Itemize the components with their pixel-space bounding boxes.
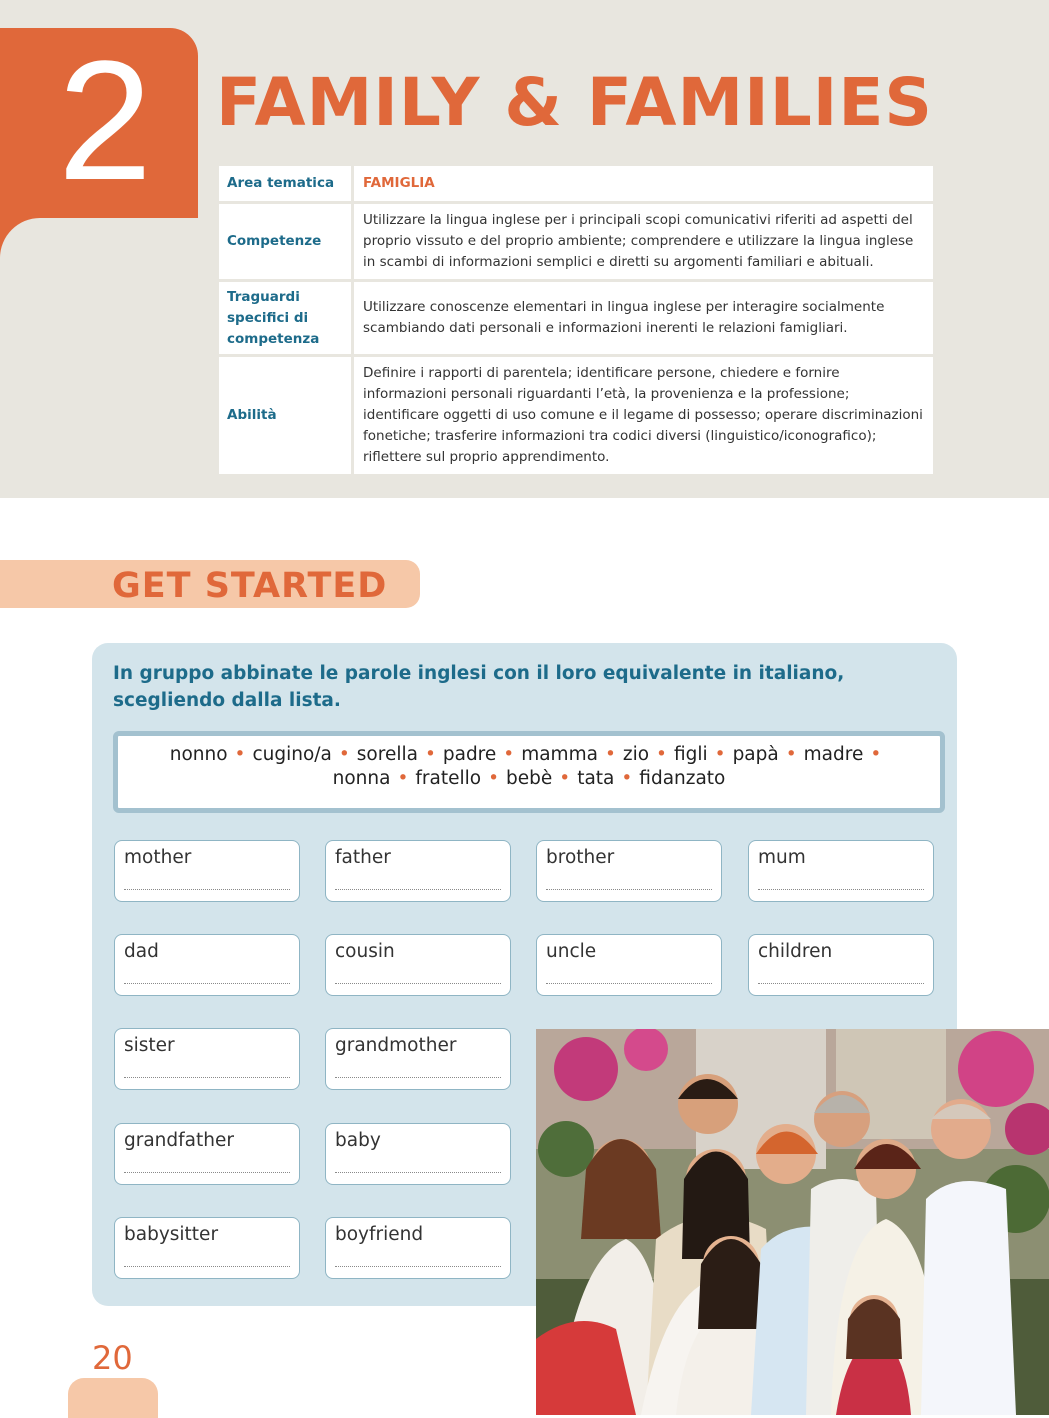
separator-dot: •: [488, 768, 500, 789]
card-word: sister: [124, 1035, 175, 1056]
answer-line[interactable]: [335, 1077, 501, 1078]
answer-line[interactable]: [546, 889, 712, 890]
answer-line[interactable]: [124, 1266, 290, 1267]
answer-card-father: [325, 840, 511, 902]
separator-dot: •: [656, 744, 667, 765]
page-number-tab: [68, 1378, 158, 1418]
word-list-item: cugino/a: [252, 744, 332, 765]
family-photo: [536, 1029, 1049, 1415]
answer-card-babysitter: [114, 1217, 300, 1279]
word-list-item: mamma: [521, 744, 598, 765]
chapter-number: 2: [57, 26, 153, 216]
separator-dot: •: [424, 744, 436, 765]
separator-dot: •: [870, 744, 882, 765]
row-label: Competenze: [219, 204, 351, 279]
answer-line[interactable]: [124, 1077, 290, 1078]
card-word: father: [335, 847, 391, 868]
word-list-item: bebè: [506, 768, 553, 789]
card-word: boyfriend: [335, 1224, 424, 1245]
word-list-item: fidanzato: [639, 768, 726, 789]
answer-card-brother: [536, 840, 722, 902]
row-value: Definire i rapporti di parentela; identificare persone, chiedere e fornire informazioni personali riguardanti l’età, la provenienza e la professione; identificare oggetti di uso comune e il legame di possesso; operare discriminazioni fonetiche; trasferire informazioni tra codici diversi (linguistico/iconografico); riflettere sul proprio apprendimento.: [354, 357, 933, 474]
answer-line[interactable]: [335, 1172, 501, 1173]
word-list-item: nonno: [169, 744, 228, 765]
answer-card-mother: [114, 840, 300, 902]
answer-line[interactable]: [335, 889, 501, 890]
separator-dot: •: [234, 744, 246, 765]
word-list-item: figli: [673, 744, 708, 765]
row-label: Abilità: [219, 357, 351, 474]
card-word: brother: [546, 847, 615, 868]
card-word: cousin: [335, 941, 395, 962]
answer-card-grandmother: [325, 1028, 511, 1090]
word-list-item: zio: [622, 744, 650, 765]
card-word: baby: [335, 1130, 381, 1151]
chapter-title: FAMILY & FAMILIES: [216, 64, 933, 141]
word-list-item: nonna: [332, 768, 391, 789]
word-list-item: fratello: [415, 768, 482, 789]
table-row: [219, 357, 933, 474]
answer-line[interactable]: [124, 983, 290, 984]
answer-line[interactable]: [335, 1266, 501, 1267]
card-word: mum: [758, 847, 806, 868]
table-row: [219, 166, 933, 201]
card-word: babysitter: [124, 1224, 219, 1245]
answer-card-children: [748, 934, 934, 996]
separator-dot: •: [397, 768, 409, 789]
answer-line[interactable]: [758, 889, 924, 890]
separator-dot: •: [604, 744, 616, 765]
separator-dot: •: [785, 744, 797, 765]
answer-line[interactable]: [758, 983, 924, 984]
word-list-box: [113, 731, 945, 813]
row-label: Traguardi specifici di competenza: [219, 282, 351, 354]
row-value: Utilizzare la lingua inglese per i principali scopi comunicativi riferiti ad aspetti del proprio vissuto e del proprio ambiente; comprendere e utilizzare la lingua inglese in scambi di informazioni semplici e diretti su argomenti familiari e abituali.: [354, 204, 933, 279]
row-value: FAMIGLIA: [354, 166, 933, 201]
card-word: dad: [124, 941, 159, 962]
card-word: grandfather: [124, 1130, 234, 1151]
answer-card-baby: [325, 1123, 511, 1185]
word-list: [124, 743, 934, 791]
answer-card-grandfather: [114, 1123, 300, 1185]
separator-dot: •: [338, 744, 350, 765]
answer-line[interactable]: [124, 1172, 290, 1173]
separator-dot: •: [621, 768, 633, 789]
answer-card-cousin: [325, 934, 511, 996]
page-number: 20: [92, 1339, 133, 1377]
answer-line[interactable]: [335, 983, 501, 984]
answer-line[interactable]: [124, 889, 290, 890]
answer-line[interactable]: [546, 983, 712, 984]
table-row: [219, 282, 933, 354]
word-list-item: madre: [803, 744, 864, 765]
exercise-instruction: In gruppo abbinate le parole inglesi con il loro equivalente in italiano, scegliendo dalla lista.: [113, 663, 845, 711]
separator-dot: •: [714, 744, 726, 765]
info-table: [216, 163, 936, 477]
separator-dot: •: [559, 768, 571, 789]
get-started-title: GET STARTED: [112, 566, 388, 606]
answer-card-sister: [114, 1028, 300, 1090]
card-word: grandmother: [335, 1035, 457, 1056]
row-value: Utilizzare conoscenze elementari in lingua inglese per interagire socialmente scambiando dati personali e informazioni inerenti le relazioni famigliari.: [354, 282, 933, 354]
answer-card-mum: [748, 840, 934, 902]
table-row: [219, 204, 933, 279]
answer-card-dad: [114, 934, 300, 996]
word-list-item: tata: [577, 768, 615, 789]
separator-dot: •: [503, 744, 515, 765]
answer-card-uncle: [536, 934, 722, 996]
row-label: Area tematica: [219, 166, 351, 201]
card-word: uncle: [546, 941, 597, 962]
family-photo-illustration: [536, 1029, 1049, 1415]
word-list-item: papà: [732, 744, 779, 765]
word-list-item: sorella: [356, 744, 418, 765]
card-word: children: [758, 941, 833, 962]
card-word: mother: [124, 847, 192, 868]
word-list-item: padre: [442, 744, 497, 765]
answer-card-boyfriend: [325, 1217, 511, 1279]
